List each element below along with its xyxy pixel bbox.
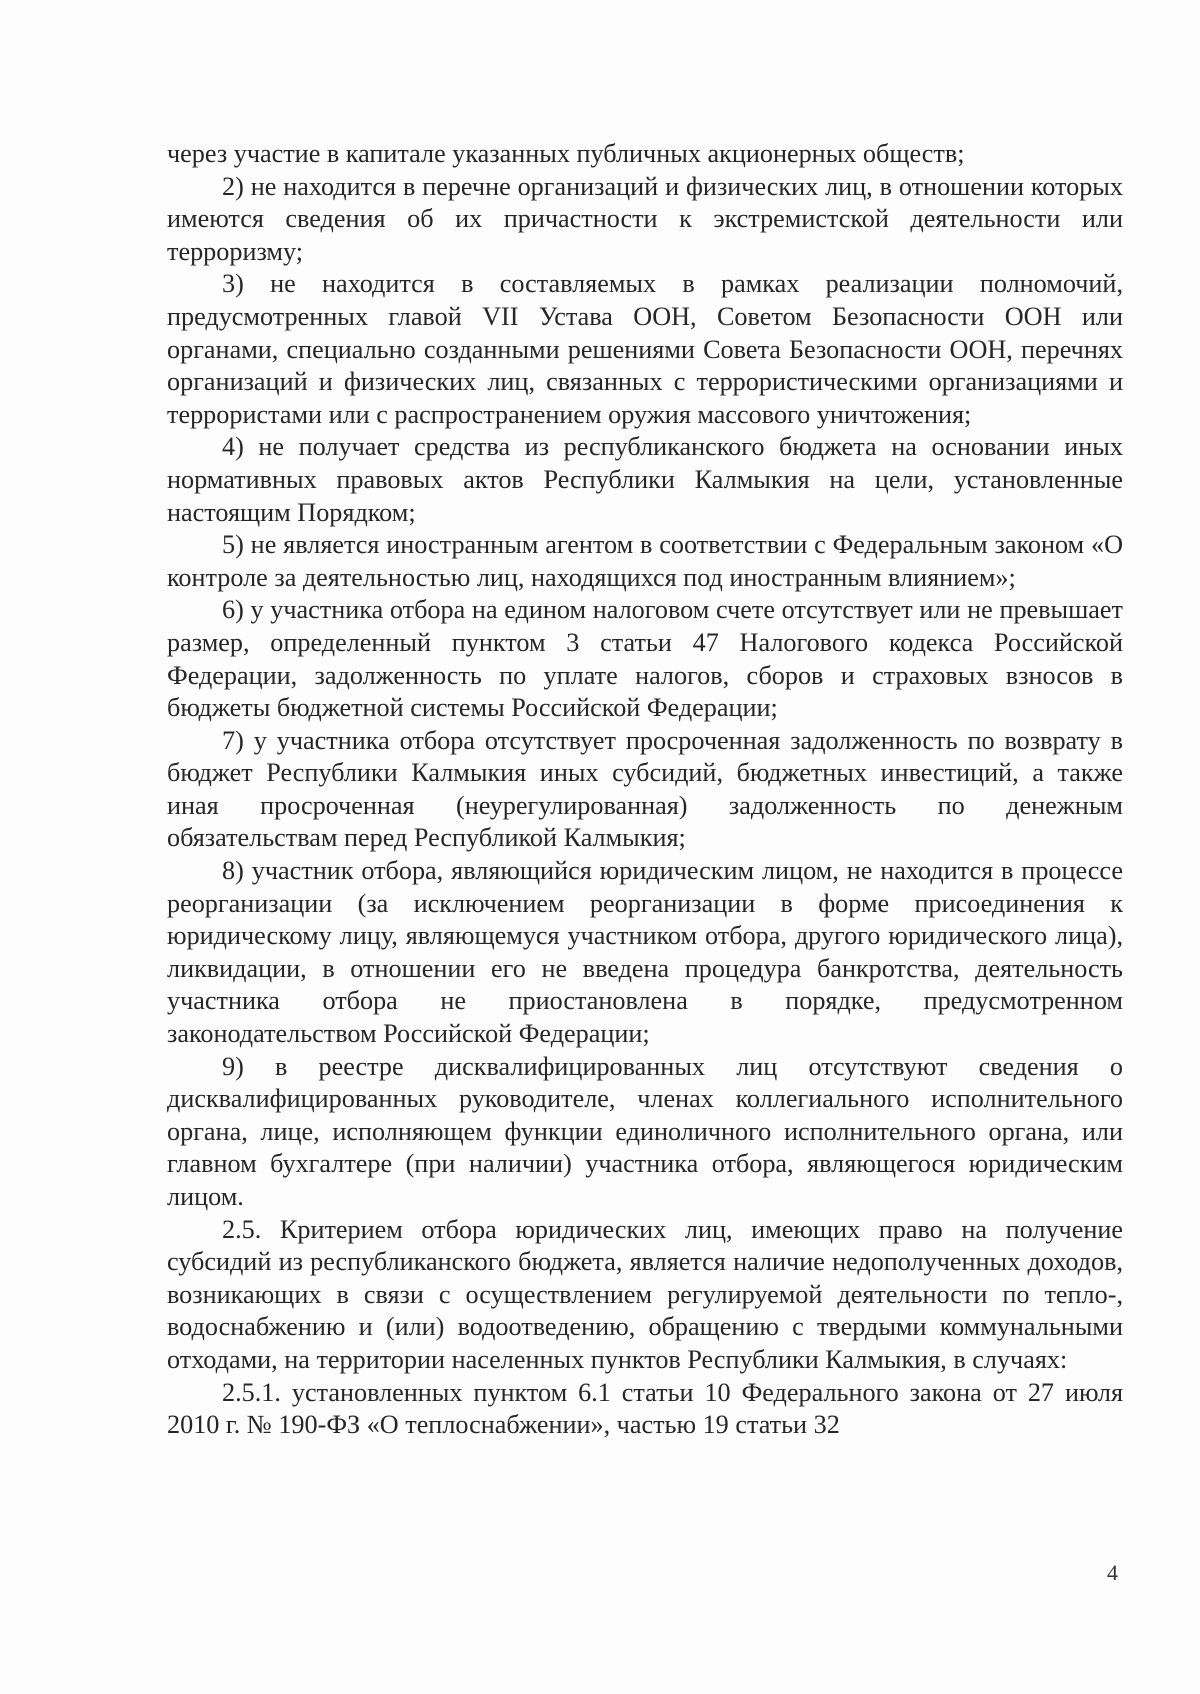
paragraph-section-2-5: 2.5. Критерием отбора юридических лиц, имеющих право на получение субсидий из республиканского бюджета, является наличие недополученных доходов, возникающих в связи с осуществлением регулируемой деятельности по тепло-, водоснабжению и (или) водоотведению, обращению с твердыми коммунальными отходами, на территории населенных пунктов Республики Калмыкия, в случаях: (167, 1214, 1123, 1374)
paragraph-item-6: 6) у участника отбора на едином налоговом счете отсутствует или не превышает размер, определенный пунктом 3 статьи 47 Налогового кодекса Российской Федерации, задолженность по уплате налогов, сборов и страховых взносов в бюджеты бюджетной системы Российской Федерации; (167, 595, 1123, 723)
document-body (167, 138, 1123, 1442)
paragraph-item-5: 5) не является иностранным агентом в соответствии с Федеральным законом «О контроле за деятельностью лиц, находящихся под иностранным влиянием»; (167, 530, 1123, 592)
paragraph-item-2: 2) не находится в перечне организаций и физических лиц, в отношении которых имеются сведения об их причастности к экстремистской деятельности или терроризму; (167, 171, 1123, 266)
paragraph-item-4: 4) не получает средства из республиканского бюджета на основании иных нормативных правовых актов Республики Калмыкия на цели, установленные настоящим Порядком; (167, 432, 1123, 527)
paragraph-continuation: через участие в капитале указанных публичных акционерных обществ; (167, 139, 965, 168)
paragraph-item-8: 8) участник отбора, являющийся юридическим лицом, не находится в процессе реорганизации (за исключением реорганизации в форме присоединения к юридическому лицу, являющемуся участником отбора, другого юридического лица), ликвидации, в отношении его не введена процедура банкротства, деятельность участника отбора не приостановлена в порядке, предусмотренном законодательством Российской Федерации; (167, 856, 1123, 1049)
paragraph-section-2-5-1: 2.5.1. установленных пунктом 6.1 статьи 10 Федерального закона от 27 июля 2010 г. № 190-ФЗ «О теплоснабжении», частью 19 статьи 32 (167, 1377, 1123, 1440)
page-number: 4 (1107, 1560, 1118, 1585)
paragraph-item-9: 9) в реестре дисквалифицированных лиц отсутствуют сведения о дисквалифицированных руководителе, членах коллегиального исполнительного органа, лице, исполняющем функции единоличного исполнительного органа, или главном бухгалтере (при наличии) участника отбора, являющегося юридическим лицом. (167, 1051, 1123, 1211)
paragraph-item-3: 3) не находится в составляемых в рамках реализации полномочий, предусмотренных главой VII Устава ООН, Советом Безопасности ООН или органами, специально созданными решениями Совета Безопасности ООН, перечнях организаций и физических лиц, связанных с террористическими организациями и террористами или с распространением оружия массового уничтожения; (167, 269, 1123, 429)
paragraph-item-7: 7) у участника отбора отсутствует просроченная задолженность по возврату в бюджет Республики Калмыкия иных субсидий, бюджетных инвестиций, а также иная просроченная (неурегулированная) задолженность по денежным обязательствам перед Республикой Калмыкия; (167, 725, 1123, 853)
